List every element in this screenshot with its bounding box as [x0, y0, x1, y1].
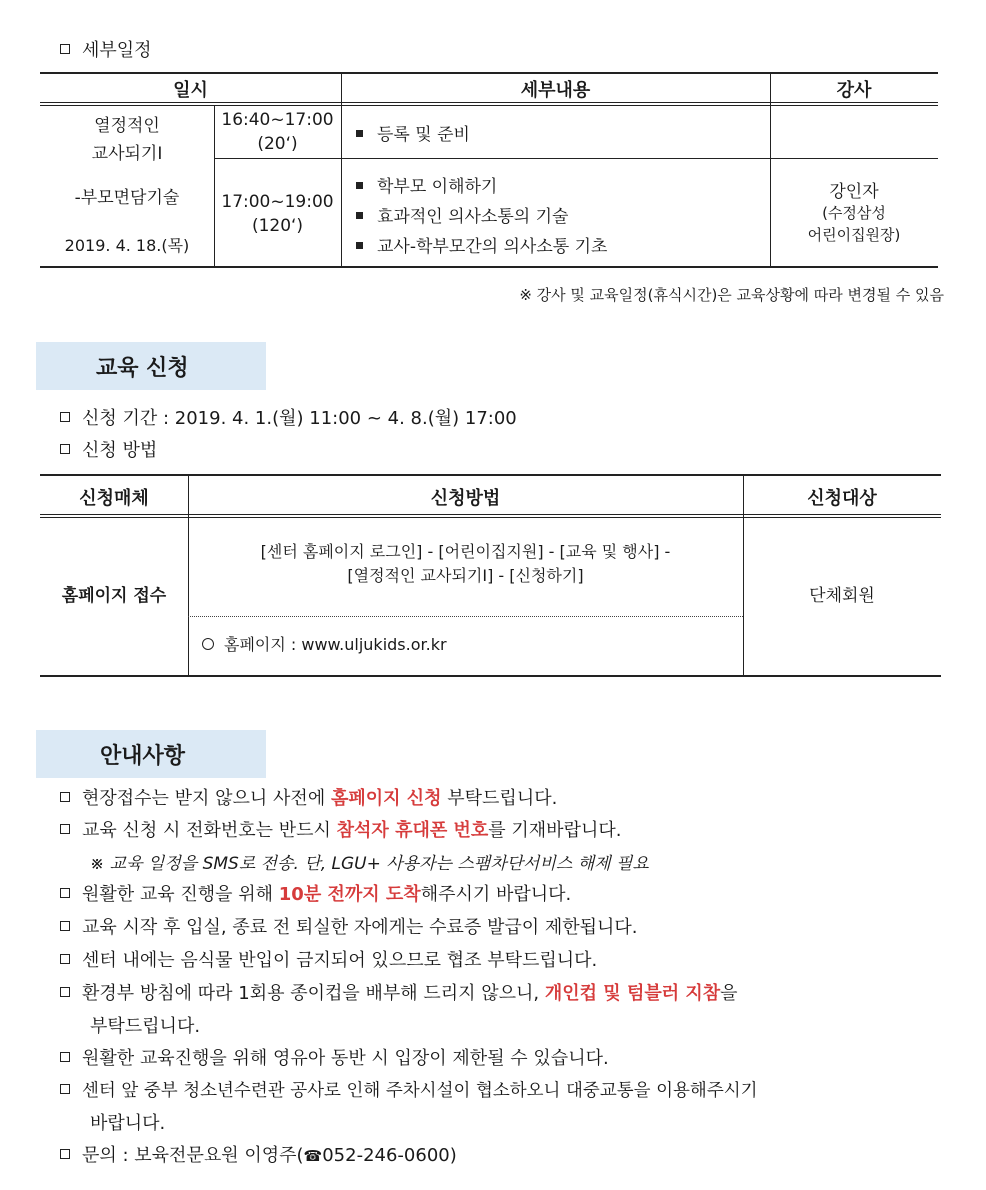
notice-text: 문의 : 보육전문요원 이영주( — [82, 1145, 304, 1166]
application-method-label — [60, 436, 157, 462]
header-medium: 신청매체 — [79, 488, 149, 509]
notice-text: 해주시기 바랍니다. — [420, 884, 572, 905]
notice-text: 환경부 방침에 따라 1회용 종이컵을 배부해 드리지 않으니, — [82, 983, 545, 1004]
notice-text: 교육 신청 시 전화번호는 반드시 — [82, 820, 337, 841]
application-path-line1: [센터 홈페이지 로그인] - [어린이집지원] - [교육 및 행사] - — [260, 542, 671, 561]
notice-item — [60, 913, 638, 939]
notice-text: 를 기재바랍니다. — [488, 820, 622, 841]
application-target: 단체회원 — [809, 586, 875, 606]
application-medium: 홈페이지 접수 — [61, 586, 167, 606]
application-path-line2: [열정적인 교사되기Ⅰ] - [신청하기] — [347, 566, 584, 585]
lecturer-affiliation-2: 어린이집원장) — [807, 226, 901, 244]
course-name-line3: -부모면담기술 — [74, 188, 180, 208]
header-target: 신청대상 — [807, 488, 877, 509]
application-title-box — [36, 342, 266, 390]
homepage-link[interactable] — [202, 632, 447, 655]
header-lecturer: 강사 — [836, 80, 872, 101]
homepage-text: 홈페이지 : www.uljukids.or.kr — [224, 635, 447, 654]
notice-highlight: 홈페이지 신청 — [330, 788, 442, 809]
notice-item — [60, 946, 597, 972]
notice-item — [60, 979, 738, 1005]
course-date: 2019. 4. 18.(목) — [64, 236, 190, 255]
checkbox-square-icon — [60, 412, 70, 422]
circle-bullet-icon — [202, 638, 214, 650]
notice-item — [60, 1077, 758, 1102]
notice-text: 052-246-0600) — [322, 1145, 457, 1166]
notice-text: 센터 앞 중부 청소년수련관 공사로 인해 주차시설이 협소하오니 대중교통을 이용해주시기 — [82, 1081, 758, 1101]
schedule-note: ※ 강사 및 교육일정(휴식시간)은 교육상황에 따라 변경될 수 있음 — [519, 286, 944, 304]
notice-item — [60, 1141, 457, 1167]
course-name-line2: 교사되기Ⅰ — [91, 144, 163, 164]
checkbox-square-icon — [60, 824, 70, 834]
notice-text: 교육 시작 후 입실, 종료 전 퇴실한 자에게는 수료증 발급이 제한됩니다. — [82, 917, 638, 938]
notice-text: 원활한 교육진행을 위해 영유아 동반 시 입장이 제한될 수 있습니다. — [82, 1048, 609, 1069]
checkbox-square-icon — [60, 444, 70, 454]
lecturer-affiliation-1: (수정삼성 — [822, 204, 886, 222]
notice-title-box — [36, 730, 266, 778]
header-datetime: 일시 — [173, 80, 208, 101]
checkbox-square-icon — [60, 954, 70, 964]
checkbox-square-icon — [60, 792, 70, 802]
notice-highlight: 10분 전까지 도착 — [278, 884, 421, 905]
application-period — [60, 404, 517, 430]
notice-text: 센터 내에는 음식물 반입이 금지되어 있으므로 협조 부탁드립니다. — [82, 950, 598, 971]
notice-item — [60, 816, 621, 842]
checkbox-square-icon — [60, 44, 70, 54]
notice-continuation: 부탁드립니다. — [90, 1016, 201, 1037]
notice-highlight: 개인컵 및 텀블러 지참 — [544, 983, 721, 1004]
application-method-text: 신청 방법 — [82, 440, 158, 461]
duration-2: (120‘) — [251, 216, 304, 236]
lecturer-name: 강인자 — [829, 182, 879, 202]
detail-item: 교사-학부모간의 의사소통 기초 — [356, 232, 607, 257]
detail-item: 등록 및 준비 — [356, 120, 470, 145]
checkbox-square-icon — [60, 921, 70, 931]
notice-text: 부탁드립니다. — [441, 788, 558, 809]
notice-item — [60, 880, 571, 906]
checkbox-square-icon — [60, 987, 70, 997]
checkbox-square-icon — [60, 888, 70, 898]
application-table — [40, 474, 941, 677]
notice-text: 원활한 교육 진행을 위해 — [82, 884, 279, 905]
checkbox-square-icon — [60, 1149, 70, 1159]
header-details: 세부내용 — [520, 80, 591, 101]
header-method: 신청방법 — [430, 488, 501, 509]
application-title: 교육 신청 — [96, 355, 189, 381]
schedule-heading — [60, 36, 152, 62]
time-slot-2: 17:00~19:00 — [221, 192, 334, 212]
notice-highlight: 참석자 휴대폰 번호 — [336, 820, 489, 841]
checkbox-square-icon — [60, 1084, 70, 1094]
detail-item: 효과적인 의사소통의 기술 — [356, 202, 568, 227]
schedule-heading-text: 세부일정 — [82, 40, 152, 61]
phone-icon: ☎ — [303, 1147, 323, 1165]
application-period-text: 신청 기간 : 2019. 4. 1.(월) 11:00 ~ 4. 8.(월) 17:00 — [82, 408, 517, 429]
notice-text: 현장접수는 받지 않으니 사전에 — [82, 788, 331, 809]
time-slot-1: 16:40~17:00 — [221, 110, 334, 130]
notice-item — [60, 784, 557, 810]
detail-item: 학부모 이해하기 — [356, 172, 497, 197]
duration-1: (20‘) — [257, 134, 298, 154]
sms-note: ※ 교육 일정을 SMS로 전송. 단, LGU+ 사용자는 스팸차단서비스 해제 필요 — [90, 854, 649, 874]
notice-text: 을 — [720, 983, 738, 1004]
notice-title: 안내사항 — [100, 743, 186, 769]
notice-continuation: 바랍니다. — [90, 1113, 166, 1134]
checkbox-square-icon — [60, 1052, 70, 1062]
schedule-table — [40, 72, 938, 268]
course-name-line1: 열정적인 — [94, 116, 160, 136]
notice-item — [60, 1044, 609, 1070]
